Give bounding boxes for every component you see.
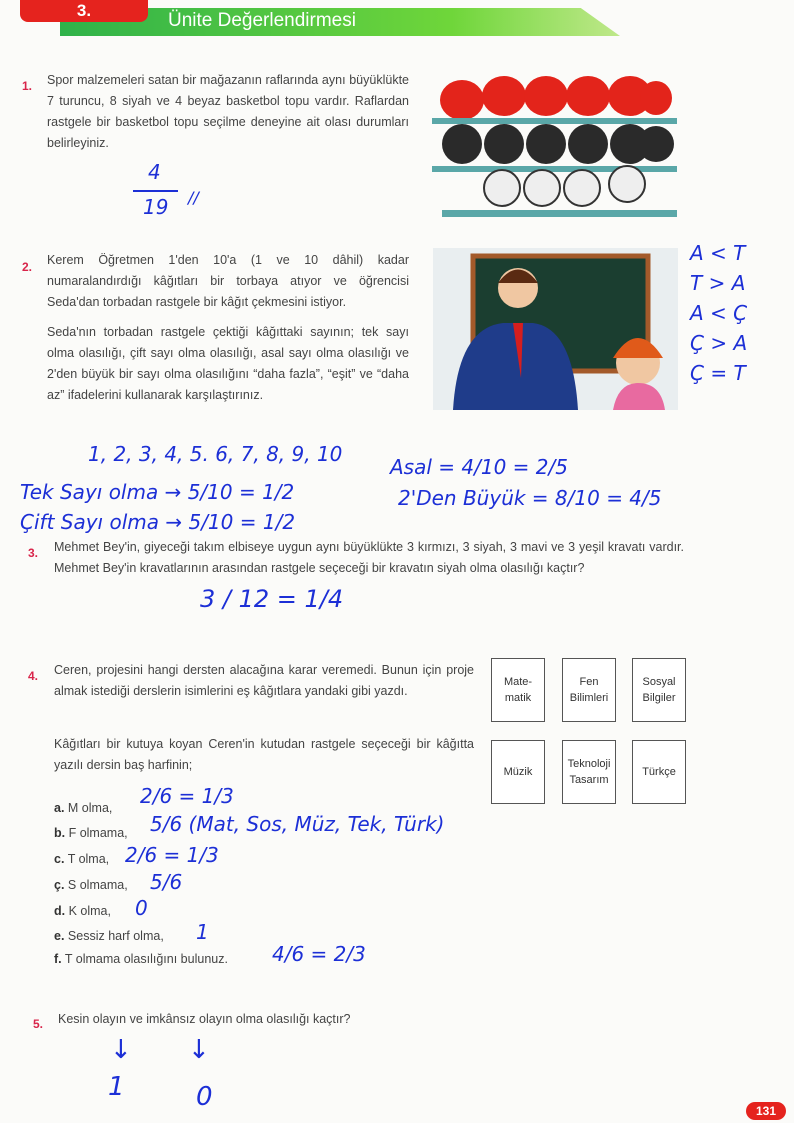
hw-q4-d: 0 (135, 896, 148, 920)
hw-comparison: T > A (690, 271, 746, 295)
option-c: c. T olma, (54, 852, 110, 866)
hw-q4-f: 4/6 = 2/3 (272, 942, 366, 966)
hw-comparison: A < T (690, 241, 746, 265)
hw-q5-certain: 1 (108, 1072, 125, 1102)
hw-comparison: A < Ç (690, 301, 748, 325)
card-turkce: Türkçe (632, 740, 686, 804)
hw-q1-denominator: 19 (143, 195, 169, 219)
question-number: 1. (22, 79, 33, 93)
teacher-student-image (433, 248, 678, 410)
hw-q2-list: 1, 2, 3, 4, 5. 6, 7, 8, 9, 10 (88, 442, 343, 466)
hw-q1-numerator: 4 (148, 160, 161, 184)
question-4-text: Ceren, projesini hangi dersten alacağına karar veremedi. Bunun için proje almak istediği derslerin isimlerini eş kâğıtlara yandaki gibi yazdı. (54, 663, 474, 698)
question-1-text: Spor malzemeleri satan bir mağazanın raflarında aynı büyüklükte 7 turuncu, 8 siyah ve 4 beyaz basketbol topu vardır. Raflardan rastgele bir basketbol topu seçilme deneyine ait olası durumları belirleyiniz. (47, 73, 409, 150)
question-number: 4. (28, 669, 39, 683)
hw-q4-a: 2/6 = 1/3 (140, 784, 234, 808)
question-2-text-2: Seda'nın torbadan rastgele çektiği kâğıttaki sayının; tek sayı olma olasılığı, çift sayı olma olasılığı, asal sayı olma olasılığı ve 2'den büyük bir sayı olma olasılığını “daha fazla”, “eşit” ve “daha az” ifadelerini kullanarak karşılaştırınız. (47, 325, 409, 402)
hw-q4-cc: 5/6 (150, 870, 183, 894)
option-c-cedilla: ç. S olmama, (54, 878, 128, 892)
hw-q2-cift: Çift Sayı olma → 5/10 = 1/2 (20, 510, 296, 534)
card-teknoloji-tasarim: Teknoloji Tasarım (562, 740, 616, 804)
hw-q1-mark: // (188, 188, 199, 207)
option-d: d. K olma, (54, 904, 111, 918)
hw-q5-arrow: ↓ (188, 1035, 210, 1065)
option-e: e. Sessiz harf olma, (54, 929, 164, 943)
page-title: Ünite Değerlendirmesi (168, 10, 356, 31)
question-3-text: Mehmet Bey'in, giyeceği takım elbiseye uygun aynı büyüklükte 3 kırmızı, 3 siyah, 3 mavi ve 3 yeşil kravatı vardır. Mehmet Bey'in kravatlarının arasından rastgele seçeceği bir kravatın siyah olma olasılığı kaçtır? (54, 540, 684, 575)
hw-q2-buyuk: 2'Den Büyük = 8/10 = 4/5 (398, 486, 662, 510)
card-matematik: Mate- matik (491, 658, 545, 722)
question-5-text: Kesin olayın ve imkânsız olayın olma olasılığı kaçtır? (58, 1012, 351, 1026)
hw-q2-tek: Tek Sayı olma → 5/10 = 1/2 (20, 480, 295, 504)
question-4-text-2: Kâğıtları bir kutuya koyan Ceren'in kutudan rastgele seçeceği bir kâğıtta yazılı dersin baş harfinin; (54, 737, 474, 772)
card-fen-bilimleri: Fen Bilimleri (562, 658, 616, 722)
basketball-shelf-image (432, 70, 677, 230)
option-b: b. F olmama, (54, 826, 128, 840)
question-number: 2. (22, 260, 33, 274)
hw-q5-impossible: 0 (196, 1082, 213, 1112)
hw-q5-arrow: ↓ (110, 1035, 132, 1065)
question-number: 3. (28, 546, 39, 560)
unit-number-badge: 3. (20, 0, 148, 22)
hw-q4-b: 5/6 (Mat, Sos, Müz, Tek, Türk) (150, 812, 445, 836)
fraction-line (133, 190, 178, 192)
hw-q2-asal: Asal = 4/10 = 2/5 (390, 455, 568, 479)
question-2-text: Kerem Öğretmen 1'den 10'a (1 ve 10 dâhil) kadar numaralandırdığı kâğıtları bir torbaya atıyor ve öğrencisi Seda'dan torbadan rastgele bir kâğıt çekmesini istiyor. (47, 253, 409, 309)
hw-q2-comparisons (690, 238, 747, 388)
hw-q4-e: 1 (196, 920, 209, 944)
page-number: 131 (746, 1102, 786, 1120)
option-f: f. T olmama olasılığını bulunuz. (54, 952, 228, 966)
hw-comparison: Ç = T (690, 361, 746, 385)
option-a: a. M olma, (54, 801, 113, 815)
hw-q4-c: 2/6 = 1/3 (125, 843, 219, 867)
question-number: 5. (33, 1017, 44, 1031)
hw-comparison: Ç > A (690, 331, 748, 355)
hw-q3-answer: 3 / 12 = 1/4 (200, 585, 344, 613)
card-muzik: Müzik (491, 740, 545, 804)
card-sosyal-bilgiler: Sosyal Bilgiler (632, 658, 686, 722)
